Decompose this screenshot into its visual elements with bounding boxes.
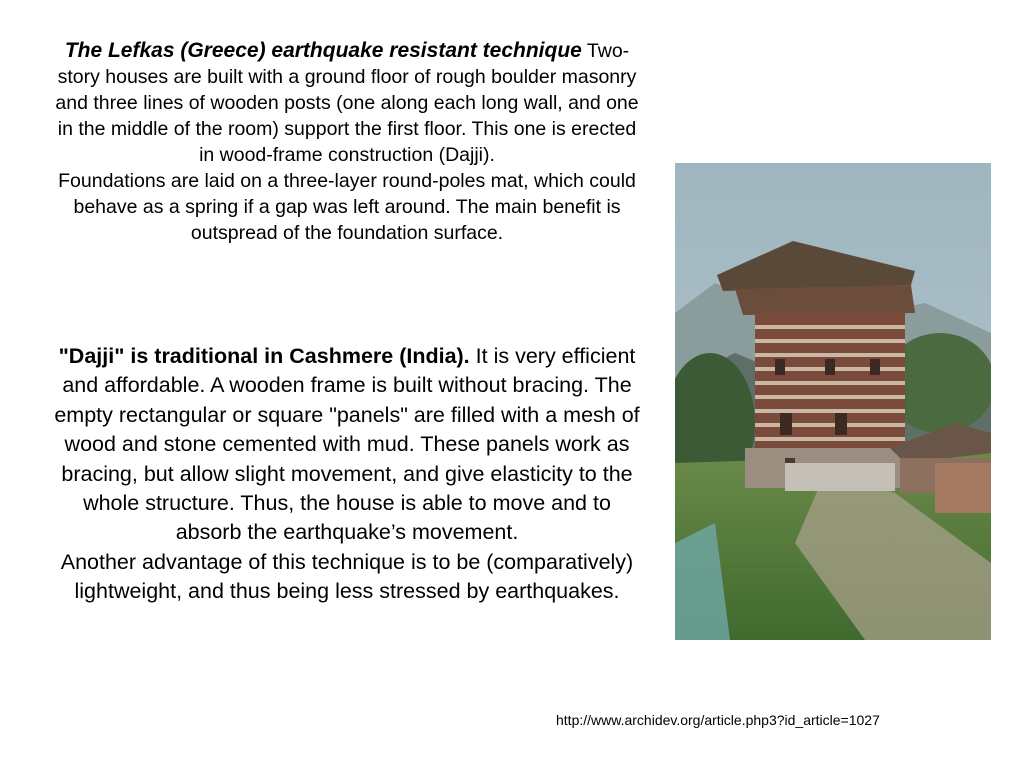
lightweight-paragraph: Another advantage of this technique is to be (comparatively) lightweight, and thus being less stressed by earthquakes. [60, 549, 634, 604]
foundation-paragraph: Foundations are laid on a three-layer round-poles mat, which could behave as a spring if a gap was left around. The main benefit is outspread of the foundation surface. [58, 170, 636, 244]
source-link[interactable]: http://www.archidev.org/article.php3?id_article=1027 [556, 712, 880, 728]
dajji-section [52, 342, 642, 607]
dajji-house-photo [675, 163, 991, 640]
dajji-paragraph [52, 342, 642, 548]
lefkas-paragraph [52, 38, 642, 168]
dajji-body: It is very efficient and affordable. A wooden frame is built without bracing. The empty rectangular or square "panels" are filled with a mesh of wood and stone cemented with mud. These panels work as bracing, but allow slight movement, and give elasticity to the whole structure. Thus, the house is able to move and to absorb the earthquake’s movement. [54, 344, 640, 545]
lefkas-heading: The Lefkas (Greece) earthquake resistant technique [64, 39, 582, 62]
lefkas-section [52, 38, 642, 246]
lefkas-body: Two-story houses are built with a ground floor of rough boulder masonry and three lines of wooden posts (one along each long wall, and one in the middle of the room) support the first floor. This one is erected in wood-frame construction (Dajji). [55, 40, 639, 166]
dajji-heading: "Dajji" is traditional in Cashmere (India). [58, 344, 470, 368]
